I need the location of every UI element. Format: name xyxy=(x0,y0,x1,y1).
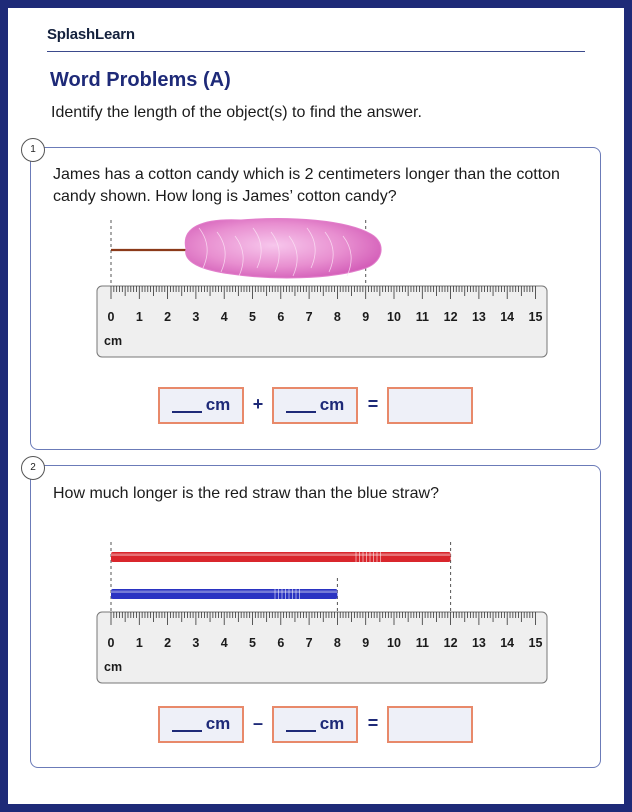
ruler-tick-label: 11 xyxy=(415,310,429,324)
question-number: 1 xyxy=(21,138,45,162)
ruler-tick-label: 0 xyxy=(107,636,115,650)
ruler-tick-label: 9 xyxy=(362,636,370,650)
ruler-tick-label: 1 xyxy=(135,636,143,650)
answer-box-2[interactable]: cm xyxy=(272,706,358,743)
equals-operator: = xyxy=(367,394,379,414)
blank-line xyxy=(286,411,316,413)
ruler-tick-label: 2 xyxy=(164,310,172,324)
ruler-tick-label: 1 xyxy=(135,310,143,324)
ruler-tick-label: 10 xyxy=(387,636,401,650)
ruler-tick-label: 2 xyxy=(164,636,172,650)
ruler-tick-label: 10 xyxy=(387,310,401,324)
ruler-tick-label: 4 xyxy=(220,636,228,650)
ruler-tick-label: 13 xyxy=(471,636,486,650)
ruler-tick-label: 5 xyxy=(249,310,256,324)
minus-operator: – xyxy=(252,713,263,733)
brand-logo: SplashLearn xyxy=(47,26,135,43)
instructions: Identify the length of the object(s) to find the answer. xyxy=(51,104,422,121)
question-card-1 xyxy=(30,144,601,450)
answer-box-1[interactable]: cm xyxy=(158,387,244,424)
plus-operator: + xyxy=(252,394,264,414)
header-divider xyxy=(47,51,585,52)
answer-row xyxy=(31,706,602,746)
answer-row xyxy=(31,387,602,427)
ruler-unit-label: cm xyxy=(104,660,123,674)
ruler-tick-label: 15 xyxy=(528,636,543,650)
ruler-tick-label: 11 xyxy=(415,636,429,650)
result-box[interactable] xyxy=(387,387,473,424)
ruler-tick-label: 12 xyxy=(443,636,458,650)
ruler xyxy=(97,612,547,683)
ruler-tick-label: 4 xyxy=(220,310,228,324)
answer-box-1[interactable]: cm xyxy=(158,706,244,743)
result-box[interactable] xyxy=(387,706,473,743)
blank-line xyxy=(172,411,202,413)
question-number: 2 xyxy=(21,456,45,480)
straw-highlight xyxy=(111,554,451,557)
straw-highlight xyxy=(111,591,337,594)
ruler-tick-label: 12 xyxy=(443,310,458,324)
ruler xyxy=(97,286,547,357)
equals-operator: = xyxy=(367,713,379,733)
worksheet xyxy=(8,8,624,804)
ruler-tick-label: 5 xyxy=(249,636,256,650)
ruler-unit-label: cm xyxy=(104,334,123,348)
question-text: James has a cotton candy which is 2 centimeters longer than the cotton candy shown. How long is James’ cotton candy? xyxy=(53,166,560,205)
ruler-tick-label: 14 xyxy=(500,310,515,324)
page-title: Word Problems (A) xyxy=(50,69,231,91)
question-card-2 xyxy=(30,462,601,768)
ruler-tick-label: 13 xyxy=(471,310,486,324)
answer-box-2[interactable]: cm xyxy=(272,387,358,424)
ruler-tick-label: 6 xyxy=(277,636,285,650)
ruler-tick-label: 15 xyxy=(528,310,543,324)
ruler-tick-label: 14 xyxy=(500,636,515,650)
ruler-tick-label: 6 xyxy=(277,310,285,324)
ruler-tick-label: 7 xyxy=(305,636,313,650)
blank-line xyxy=(172,730,202,732)
ruler-tick-label: 7 xyxy=(305,310,313,324)
ruler-tick-label: 8 xyxy=(333,310,341,324)
ruler-tick-label: 3 xyxy=(192,310,200,324)
ruler-tick-label: 9 xyxy=(362,310,370,324)
ruler-tick-label: 8 xyxy=(333,636,341,650)
question-text: How much longer is the red straw than the blue straw? xyxy=(53,485,439,502)
ruler-tick-label: 3 xyxy=(192,636,200,650)
cotton-candy xyxy=(185,219,381,278)
blank-line xyxy=(286,730,316,732)
ruler-tick-label: 0 xyxy=(107,310,115,324)
